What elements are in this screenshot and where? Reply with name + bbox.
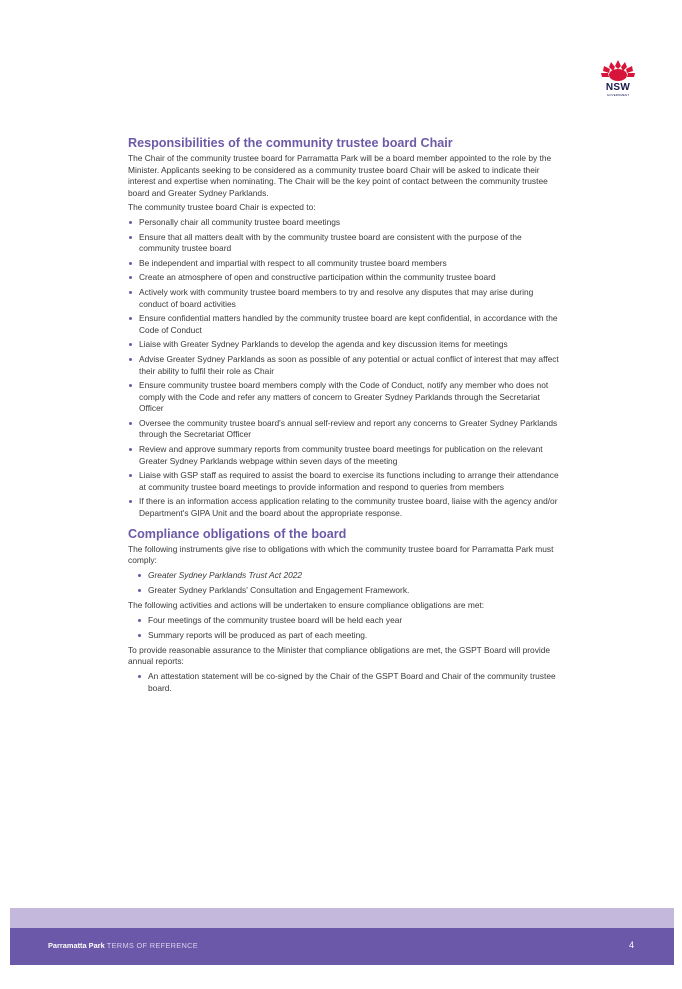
footer-park-name: Parramatta Park	[48, 941, 105, 950]
page-footer	[10, 928, 674, 965]
list-item: Advise Greater Sydney Parklands as soon as possible of any potential or actual conflict of interest that may affect their ability to fulfil their role as Chair	[128, 354, 560, 377]
list-item: Summary reports will be produced as part of each meeting.	[128, 630, 560, 642]
assurance-lead: To provide reasonable assurance to the Minister that compliance obligations are met, the GSPT Board will provide annual reports:	[128, 644, 551, 667]
logo-wordmark: NSW	[605, 82, 631, 93]
activities-lead: The following activities and actions will be undertaken to ensure compliance obligations are met:	[128, 600, 485, 610]
instruments-list	[128, 570, 560, 597]
footer-band	[10, 908, 674, 928]
list-item: Oversee the community trustee board's annual self-review and report any concerns to Greater Sydney Parklands through the Secretariat Officer	[128, 418, 560, 441]
list-item: Ensure confidential matters handled by the community trustee board are kept confidential, in accordance with the Code of Conduct	[128, 313, 560, 336]
list-item: Actively work with community trustee board members to try and resolve any disputes that may arise during conduct of board activities	[128, 287, 560, 310]
nsw-government-logo	[596, 60, 640, 104]
activities-list	[128, 615, 560, 642]
list-item: Greater Sydney Parklands Trust Act 2022	[128, 570, 560, 582]
footer-title	[48, 941, 198, 951]
list-item: Ensure community trustee board members comply with the Code of Conduct, notify any member who does not comply with the Code and refer any matters of concern to Greater Sydney Parklands through the Secretariat Officer	[128, 380, 560, 415]
list-item: Review and approve summary reports from community trustee board meetings for publication on the relevant Greater Sydney Parklands webpage within seven days of the meeting	[128, 444, 560, 467]
chair-responsibilities-heading: Responsibilities of the community trustee board Chair	[128, 136, 453, 150]
list-item: Four meetings of the community trustee board will be held each year	[128, 615, 560, 627]
list-item: Be independent and impartial with respect to all community trustee board members	[128, 258, 560, 270]
chair-expectations-lead: The community trustee board Chair is expected to:	[128, 202, 316, 213]
assurance-list	[128, 671, 560, 694]
list-item: Greater Sydney Parklands' Consultation and Engagement Framework.	[128, 585, 560, 597]
list-item: If there is an information access application relating to the community trustee board, liaise with the agency and/or Department's GIPA Unit and the board about the appropriate response.	[128, 496, 560, 519]
list-item: Personally chair all community trustee board meetings	[128, 217, 560, 229]
list-item: An attestation statement will be co-signed by the Chair of the GSPT Board and Chair of the community trustee board.	[128, 671, 560, 694]
logo-subtext: GOVERNMENT	[606, 93, 630, 97]
list-item: Ensure that all matters dealt with by the community trustee board are consistent with the purpose of the community trustee board	[128, 232, 560, 255]
page-content	[128, 136, 560, 698]
list-item: Liaise with GSP staff as required to assist the board to exercise its functions including to arrange their attendance at community trustee board meetings to provide information and respond to queries from members	[128, 470, 560, 493]
page-number: 4	[628, 940, 634, 950]
waratah-icon	[600, 60, 636, 82]
chair-intro-paragraph: The Chair of the community trustee board for Parramatta Park will be a board member appointed to the role by the Minister. Applicants seeking to be considered as a community trustee board Chair will be asked to indicate their interest and expertise when nominating. The Chair will be the key point of contact between the community trustee board and Greater Sydney Parklands.	[128, 153, 552, 198]
footer-doc-title: TERMS OF REFERENCE	[106, 941, 198, 950]
compliance-intro-paragraph: The following instruments give rise to obligations with which the community trustee board for Parramatta Park must comply:	[128, 543, 554, 566]
chair-expectations-list	[128, 217, 560, 520]
compliance-heading: Compliance obligations of the board	[128, 526, 347, 541]
list-item: Liaise with Greater Sydney Parklands to develop the agenda and key discussion items for meetings	[128, 339, 560, 351]
list-item: Create an atmosphere of open and constructive participation within the community trustee board	[128, 272, 560, 284]
